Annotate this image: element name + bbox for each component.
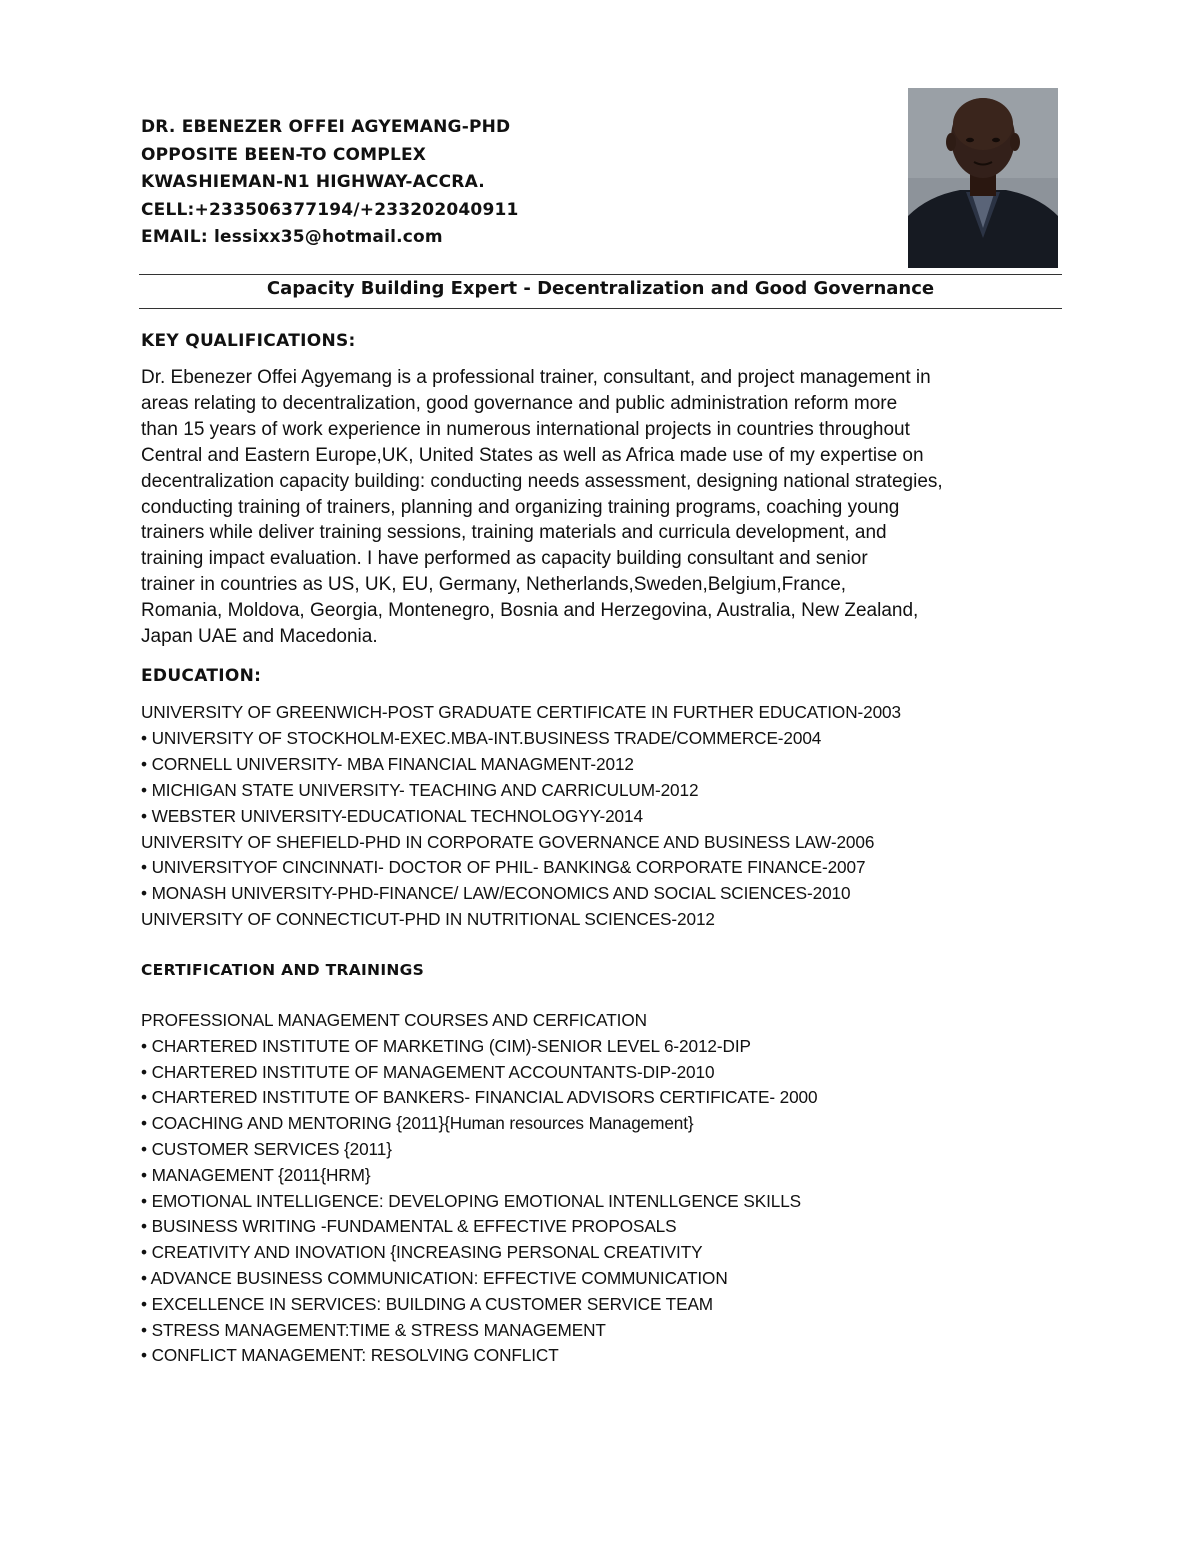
- certification-item: • EXCELLENCE IN SERVICES: BUILDING A CUSTOMER SERVICE TEAM: [141, 1293, 714, 1314]
- certification-item: • CUSTOMER SERVICES {2011}: [141, 1138, 392, 1159]
- portrait-image: [908, 88, 1058, 268]
- education-item: • UNIVERSITY OF STOCKHOLM-EXEC.MBA-INT.BUSINESS TRADE/COMMERCE-2004: [141, 727, 822, 748]
- education-item: UNIVERSITY OF CONNECTICUT-PHD IN NUTRITIONAL SCIENCES-2012: [141, 909, 715, 930]
- certification-item: • ADVANCE BUSINESS COMMUNICATION: EFFECTIVE COMMUNICATION: [141, 1267, 728, 1288]
- certification-item: • CHARTERED INSTITUTE OF MANAGEMENT ACCOUNTANTS-DIP-2010: [141, 1061, 715, 1082]
- phone-number: CELL:+233506377194/+233202040911: [141, 199, 519, 220]
- summary-line: decentralization capacity building: conducting needs assessment, designing national strategies,: [141, 470, 943, 492]
- summary-line: trainers while deliver training sessions, training materials and curricula development, and: [141, 522, 887, 544]
- certification-item: • CONFLICT MANAGEMENT: RESOLVING CONFLICT: [141, 1345, 559, 1366]
- education-item: • MICHIGAN STATE UNIVERSITY- TEACHING AND CARRICULUM-2012: [141, 779, 699, 800]
- summary-line: areas relating to decentralization, good governance and public administration reform more: [141, 392, 898, 414]
- top-divider: [139, 274, 1062, 275]
- summary-line: training impact evaluation. I have performed as capacity building consultant and senior: [141, 548, 868, 570]
- profile-photo: [908, 88, 1058, 268]
- key-qualifications-heading: KEY QUALIFICATIONS:: [141, 331, 356, 351]
- education-item: • MONASH UNIVERSITY-PHD-FINANCE/ LAW/ECONOMICS AND SOCIAL SCIENCES-2010: [141, 883, 851, 904]
- education-item: • WEBSTER UNIVERSITY-EDUCATIONAL TECHNOLOGYY-2014: [141, 805, 643, 826]
- education-list: [141, 700, 901, 933]
- address-line-1: OPPOSITE BEEN-TO COMPLEX: [141, 144, 427, 165]
- certification-heading: CERTIFICATION AND TRAININGS: [141, 961, 425, 979]
- education-item: • CORNELL UNIVERSITY- MBA FINANCIAL MANAGMENT-2012: [141, 753, 634, 774]
- contact-header: [141, 114, 519, 252]
- certification-item: • STRESS MANAGEMENT:TIME & STRESS MANAGEMENT: [141, 1319, 606, 1340]
- certification-item: • COACHING AND MENTORING {2011}{Human resources Management}: [141, 1113, 694, 1134]
- summary-line: trainer in countries as US, UK, EU, Germany, Netherlands,Sweden,Belgium,France,: [141, 574, 847, 596]
- certification-item: • BUSINESS WRITING -FUNDAMENTAL & EFFECTIVE PROPOSALS: [141, 1216, 677, 1237]
- certification-item: • MANAGEMENT {2011{HRM}: [141, 1164, 371, 1185]
- summary-line: Romania, Moldova, Georgia, Montenegro, Bosnia and Herzegovina, Australia, New Zealand,: [141, 600, 919, 622]
- summary-line: Japan UAE and Macedonia.: [141, 626, 378, 648]
- address-line-2: KWASHIEMAN-N1 HIGHWAY-ACCRA.: [141, 172, 485, 192]
- certification-list: [141, 1008, 817, 1369]
- education-item: • UNIVERSITYOF CINCINNATI- DOCTOR OF PHIL- BANKING& CORPORATE FINANCE-2007: [141, 857, 866, 878]
- certification-item: • CREATIVITY AND INOVATION {INCREASING PERSONAL CREATIVITY: [141, 1242, 703, 1263]
- qualifications-summary: [141, 365, 1066, 650]
- professional-title: Capacity Building Expert - Decentralization and Good Governance: [266, 278, 935, 299]
- summary-line: Central and Eastern Europe,UK, United States as well as Africa made use of my expertise on: [141, 444, 924, 466]
- certification-item: PROFESSIONAL MANAGEMENT COURSES AND CERFICATION: [141, 1010, 647, 1030]
- education-heading: EDUCATION:: [141, 666, 262, 686]
- candidate-name: DR. EBENEZER OFFEI AGYEMANG-PHD: [141, 117, 511, 137]
- summary-line: than 15 years of work experience in numerous international projects in countries throughout: [141, 418, 910, 440]
- summary-line: Dr. Ebenezer Offei Agyemang is a professional trainer, consultant, and project management in: [141, 367, 931, 388]
- bottom-divider: [139, 308, 1062, 309]
- education-item: UNIVERSITY OF SHEFIELD-PHD IN CORPORATE GOVERNANCE AND BUSINESS LAW-2006: [141, 831, 875, 852]
- summary-line: conducting training of trainers, planning and organizing training programs, coaching young: [141, 496, 900, 518]
- email-address: EMAIL: lessixx35@hotmail.com: [141, 227, 443, 247]
- education-item: UNIVERSITY OF GREENWICH-POST GRADUATE CERTIFICATE IN FURTHER EDUCATION-2003: [141, 702, 901, 722]
- certification-item: • CHARTERED INSTITUTE OF BANKERS- FINANCIAL ADVISORS CERTIFICATE- 2000: [141, 1087, 818, 1108]
- certification-item: • EMOTIONAL INTELLIGENCE: DEVELOPING EMOTIONAL INTENLLGENCE SKILLS: [141, 1190, 802, 1211]
- certification-item: • CHARTERED INSTITUTE OF MARKETING (CIM)-SENIOR LEVEL 6-2012-DIP: [141, 1035, 751, 1056]
